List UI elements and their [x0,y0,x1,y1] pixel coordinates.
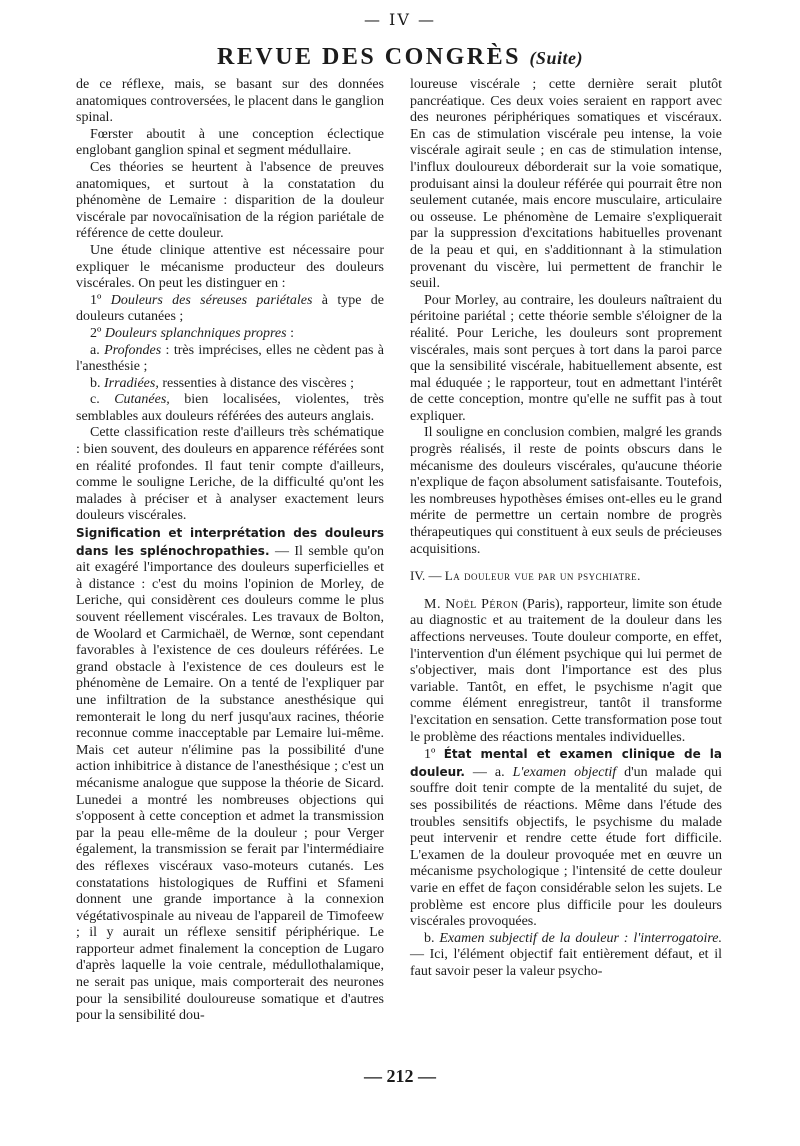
author-name: M. Noël Péron [424,596,519,612]
paragraph-text: — Ici, l'élément objectif fait entièrement défaut, et il faut savoir peser la valeur psycho- [410,947,722,979]
page-number-top: — IV — [363,10,437,29]
list-num: 1º [424,747,444,763]
paragraph-text: (Paris), rapporteur, limite son étude au diagnostic et au traitement de la douleur dans les affections nerveuses. Toute douleur comporte, en effet, l'intervention d'un élément psychique qui lui permet de s'objectiver, mais dont l'importance est des plus variable. Tantôt, en effet, le psychisme n'agit que comme élément enregistreur, tantôt il transforme l'excitation en sensation. Cette transformation pose tout le problème des réactions mentales individuelles. [410,596,722,745]
left-paragraph-3: Ces théories se heurtent à l'absence de preuves anatomiques, et surtout à la constatation du phénomène de Lemaire : disparition de la douleur viscérale par novocaïnisation de la région pariétale de référence de cette douleur. [76,159,384,242]
page-header [0,44,800,71]
list-term: Profondes [104,342,162,358]
section-heading: Signification et interprétation des douleurs dans les splénochropathies. [76,526,384,558]
right-paragraph-2: Pour Morley, au contraire, les douleurs naîtraient du péritoine pariétal ; cette théorie semble s'éloigner de la réalité. Pour Leriche, les douleurs sont proprement viscérales, mais sont perçues à tort dans la paroi parce que la sensibilité viscérale, habituellement absente, est mal éduquée ; le rapporteur, tout en admettant l'intérêt de cette conception, montre qu'elle ne suffit pas à tout expliquer. [410,292,722,424]
section-title [410,568,722,585]
left-column [76,77,384,1025]
section-dash: — [428,568,442,584]
right-paragraph-4 [410,597,722,746]
section-number: IV. [410,568,426,584]
right-paragraph-3: Il souligne en conclusion combien, malgré les grands progrès réalisés, il reste de points obscurs dans le mécanisme des douleurs viscérales, qu'aucune théorie n'explique de façon absolument satisfaisante. Toutefois, les nombreuses hypothèses émises ont-elles eu le grand mérite de permettre un certain nombre de progrès thérapeutiques qui constituent à eux seuls de précieuses acquisitions. [410,425,722,557]
left-paragraph-2: Fœrster aboutit à une conception éclectique englobant ganglion spinal et segment médullaire. [76,126,384,159]
list-item-a [76,343,384,376]
right-paragraph-6 [410,931,722,981]
section-title-text: La douleur vue par un psychiatre. [444,568,641,584]
subsection-heading: État mental et examen clinique de la douleur. [410,747,723,779]
list-num: a. [90,342,105,358]
paragraph-text: d'un malade qui souffre doit tenir compte de la mentalité du sujet, de ses possibilités de réactions. Même dans l'étude des troubles sensitifs objectifs, le psychisme du malade peut intervenir et rendre cette étude fort difficile. L'examen de la douleur provoquée met en œuvre un mécanisme psychologique ; l'intensité de cette douleur varie en effet de façon considérable selon les sujets. Le problème est encore plus difficile pour les douleurs viscérales provoquées. [410,764,722,930]
list-text: : très imprécises, elles ne cèdent pas à l'anesthésie ; [76,342,385,375]
page-folio: — 212 — [364,1066,436,1086]
list-text: : [286,325,294,341]
list-item-c [76,392,384,425]
list-term: Cutanées, [114,392,170,408]
list-item-2 [76,326,384,343]
header-suite: (Suite) [529,48,583,68]
paragraph-text: — a. [464,764,513,780]
list-text: à type de douleurs cutanées ; [76,292,385,325]
list-num: b. [90,375,104,391]
list-term: Douleurs des séreuses pariétales [110,292,313,308]
right-paragraph-5 [410,746,722,931]
list-num: c. [90,392,115,408]
list-num: 1º [90,292,111,308]
left-paragraph-1: de ce réflexe, mais, se basant sur des données anatomiques controversées, le placent dans le ganglion spinal. [76,77,384,126]
header-title: REVUE DES CONGRÈS [217,44,521,70]
left-paragraph-4: Une étude clinique attentive est nécessaire pour expliquer le mécanisme producteur des douleurs viscérales. On peut les distinguer en : [76,242,384,292]
list-term: Irradiées, [104,375,159,391]
list-term: Examen subjectif de la douleur : l'interrogatoire. [439,930,722,946]
list-text: ressenties à distance des viscères ; [158,375,354,391]
paragraph-text: — Il semble qu'on ait exagéré l'importance des douleurs superficielles et à distance : c'est du moins l'opinion de Morley, de Leriche, qui considèrent ces douleurs comme le plus souvent réellement viscérales. Les travaux de Bolton, de Woolard et Carmichaël, de Wernœ, sont cependant favorables à l'existence de ces douleurs référées. Le grand obstacle à l'existence de ces douleurs est le phénomène de Lemaire. On a tenté de l'expliquer par une infiltration de la substance anesthésique qui remonterait le long du nerf jusqu'aux racines, théorie reconnue comme inacceptable par Lemaire lui-même. Mais cet auteur n'élimine pas la possibilité d'une action inhibitrice à distance de l'anesthésique ; c'est un mécanisme analogue que suppose la théorie de Sicard. Lunedei a montré les nombreuses objections qui s'opposent à cette conception et admet la transmission par la peau elle-même de la douleur ; pour Verger également, la transmission se ferait par l'intermédiaire des réflexes viscéraux vaso-moteurs cutanés. Les constatations histologiques de Ruffini et Sfameni donnent une grande importance à la connexion végétativospinale au niveau de l'appareil de Timofeew ; il y aurait un réflexe sensitif périphérique. Le rapporteur admet finalement la conception de Lugaro d'après laquelle la voie centrale, médullothalamique, ne serait pas unique, mais comporterait des neurones pour la sensibilité douloureuse somatique et d'autres pour la sensibilité dou- [76,543,384,1024]
right-column [410,77,722,980]
left-paragraph-5: Cette classification reste d'ailleurs très schématique : bien souvent, des douleurs en apparence référées sont en réalité profondes. Il faut tenir compte d'ailleurs, comme le souligne Leriche, de la difficulté qu'ont les malades à préciser et à analyser exactement leurs douleurs viscérales. [76,425,384,524]
right-paragraph-1: loureuse viscérale ; cette dernière serait plutôt pancréatique. Ces deux voies seraient en rapport avec des neurones périphériques somatiques et viscéraux. En cas de stimulation viscérale peu intense, la voie viscérale agirait seule ; en cas de stimulation intense, l'influx douloureux déborderait sur la voie somatique, produisant ainsi la douleur référée qui pourrait être non seulement cutanée, mais encore musculaire, articulaire ou osseuse. Le phénomène de Lemaire s'expliquerait par la suppression d'excitations habituelles provenant de la peau et qui, en s'additionnant à la stimulation provenant du viscère, lui permettent de franchir le seuil. [410,77,722,292]
list-term: L'examen objectif [512,764,617,780]
list-term: Douleurs splanchniques propres [104,325,287,341]
list-item-1 [76,293,384,326]
list-num: b. [424,930,440,946]
list-num: 2º [90,325,105,341]
left-paragraph-6 [76,525,384,1025]
list-item-b [76,376,384,393]
list-text: bien localisées, violentes, très semblables aux douleurs référées des auteurs anglais. [76,392,384,424]
